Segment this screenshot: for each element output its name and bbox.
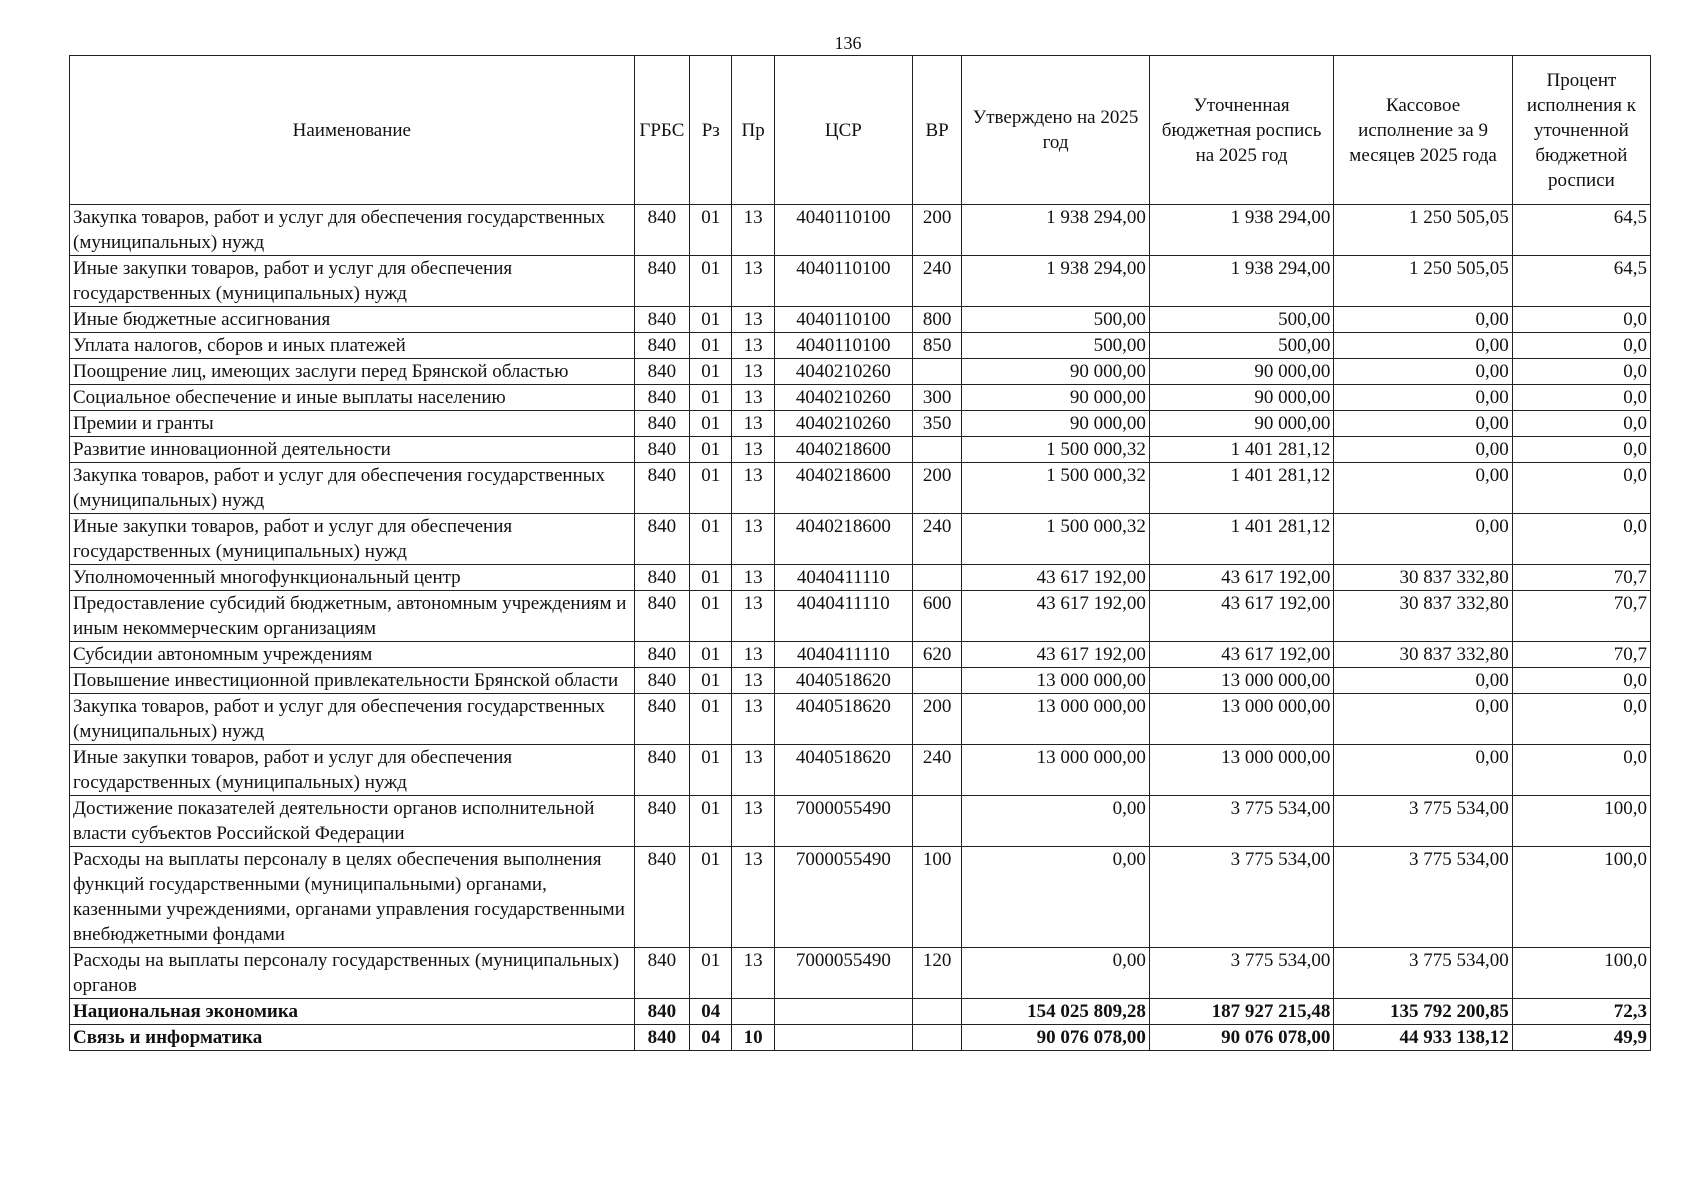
cell-csr <box>774 999 912 1025</box>
cell-approved: 90 000,00 <box>962 359 1150 385</box>
cell-percent: 100,0 <box>1512 796 1650 847</box>
cell-grbs: 840 <box>634 847 689 948</box>
cell-grbs: 840 <box>634 591 689 642</box>
header-vr: ВР <box>912 56 961 205</box>
cell-percent: 0,0 <box>1512 437 1650 463</box>
header-pr: Пр <box>732 56 774 205</box>
cell-refined: 13 000 000,00 <box>1149 668 1334 694</box>
cell-csr <box>774 1025 912 1051</box>
cell-vr: 240 <box>912 745 961 796</box>
cell-csr: 4040210260 <box>774 385 912 411</box>
cell-rz: 01 <box>690 847 732 948</box>
table-row <box>70 796 1651 847</box>
cell-grbs: 840 <box>634 333 689 359</box>
cell-grbs: 840 <box>634 948 689 999</box>
cell-name: Развитие инновационной деятельности <box>70 437 635 463</box>
budget-table <box>69 55 1651 1051</box>
header-name: Наименование <box>70 56 635 205</box>
cell-grbs: 840 <box>634 437 689 463</box>
cell-vr: 350 <box>912 411 961 437</box>
cell-refined: 1 401 281,12 <box>1149 514 1334 565</box>
cell-percent: 0,0 <box>1512 307 1650 333</box>
cell-refined: 500,00 <box>1149 333 1334 359</box>
cell-percent: 0,0 <box>1512 333 1650 359</box>
cell-refined: 90 076 078,00 <box>1149 1025 1334 1051</box>
cell-percent: 0,0 <box>1512 411 1650 437</box>
cell-name: Иные закупки товаров, работ и услуг для обеспечения государственных (муниципальных) нужд <box>70 514 635 565</box>
cell-vr <box>912 668 961 694</box>
cell-percent: 0,0 <box>1512 359 1650 385</box>
cell-vr: 200 <box>912 694 961 745</box>
cell-percent: 70,7 <box>1512 565 1650 591</box>
cell-grbs: 840 <box>634 796 689 847</box>
cell-csr: 4040518620 <box>774 745 912 796</box>
cell-cash: 0,00 <box>1334 745 1512 796</box>
cell-pr: 13 <box>732 307 774 333</box>
cell-approved: 1 500 000,32 <box>962 514 1150 565</box>
cell-name: Иные закупки товаров, работ и услуг для обеспечения государственных (муниципальных) нужд <box>70 256 635 307</box>
cell-rz: 01 <box>690 642 732 668</box>
cell-grbs: 840 <box>634 668 689 694</box>
cell-refined: 187 927 215,48 <box>1149 999 1334 1025</box>
cell-rz: 01 <box>690 333 732 359</box>
cell-csr: 4040110100 <box>774 256 912 307</box>
cell-approved: 0,00 <box>962 796 1150 847</box>
cell-name: Субсидии автономным учреждениям <box>70 642 635 668</box>
cell-pr <box>732 999 774 1025</box>
cell-refined: 43 617 192,00 <box>1149 642 1334 668</box>
cell-pr: 13 <box>732 359 774 385</box>
cell-csr: 4040518620 <box>774 694 912 745</box>
table-row <box>70 642 1651 668</box>
cell-approved: 154 025 809,28 <box>962 999 1150 1025</box>
cell-csr: 4040218600 <box>774 514 912 565</box>
cell-rz: 01 <box>690 514 732 565</box>
cell-rz: 01 <box>690 256 732 307</box>
header-rz: Рз <box>690 56 732 205</box>
cell-percent: 0,0 <box>1512 668 1650 694</box>
cell-rz: 01 <box>690 796 732 847</box>
cell-csr: 7000055490 <box>774 796 912 847</box>
cell-csr: 4040110100 <box>774 205 912 256</box>
cell-grbs: 840 <box>634 565 689 591</box>
cell-name: Закупка товаров, работ и услуг для обеспечения государственных (муниципальных) нужд <box>70 694 635 745</box>
cell-rz: 01 <box>690 565 732 591</box>
cell-csr: 4040518620 <box>774 668 912 694</box>
cell-refined: 500,00 <box>1149 307 1334 333</box>
cell-rz: 01 <box>690 668 732 694</box>
cell-name: Закупка товаров, работ и услуг для обеспечения государственных (муниципальных) нужд <box>70 205 635 256</box>
table-row <box>70 463 1651 514</box>
cell-cash: 30 837 332,80 <box>1334 565 1512 591</box>
table-row <box>70 999 1651 1025</box>
cell-csr: 4040110100 <box>774 307 912 333</box>
cell-cash: 44 933 138,12 <box>1334 1025 1512 1051</box>
cell-approved: 1 938 294,00 <box>962 256 1150 307</box>
table-row <box>70 847 1651 948</box>
cell-grbs: 840 <box>634 359 689 385</box>
cell-cash: 0,00 <box>1334 385 1512 411</box>
header-percent: Процент исполнения к уточненной бюджетной росписи <box>1512 56 1650 205</box>
cell-pr: 13 <box>732 437 774 463</box>
cell-name: Иные закупки товаров, работ и услуг для обеспечения государственных (муниципальных) нужд <box>70 745 635 796</box>
cell-grbs: 840 <box>634 1025 689 1051</box>
cell-approved: 13 000 000,00 <box>962 668 1150 694</box>
cell-csr: 4040210260 <box>774 359 912 385</box>
cell-approved: 90 076 078,00 <box>962 1025 1150 1051</box>
cell-refined: 90 000,00 <box>1149 359 1334 385</box>
cell-vr: 240 <box>912 514 961 565</box>
table-row <box>70 948 1651 999</box>
cell-cash: 0,00 <box>1334 307 1512 333</box>
cell-cash: 0,00 <box>1334 437 1512 463</box>
cell-refined: 1 401 281,12 <box>1149 437 1334 463</box>
cell-name: Связь и информатика <box>70 1025 635 1051</box>
cell-cash: 3 775 534,00 <box>1334 847 1512 948</box>
cell-pr: 13 <box>732 256 774 307</box>
table-row <box>70 745 1651 796</box>
cell-rz: 01 <box>690 359 732 385</box>
cell-pr: 13 <box>732 333 774 359</box>
cell-csr: 4040411110 <box>774 642 912 668</box>
cell-vr: 300 <box>912 385 961 411</box>
cell-pr: 13 <box>732 642 774 668</box>
cell-rz: 04 <box>690 999 732 1025</box>
cell-name: Уполномоченный многофункциональный центр <box>70 565 635 591</box>
cell-vr <box>912 359 961 385</box>
cell-refined: 1 938 294,00 <box>1149 256 1334 307</box>
cell-grbs: 840 <box>634 463 689 514</box>
cell-rz: 01 <box>690 463 732 514</box>
table-row <box>70 411 1651 437</box>
cell-approved: 43 617 192,00 <box>962 642 1150 668</box>
cell-approved: 13 000 000,00 <box>962 694 1150 745</box>
cell-rz: 01 <box>690 948 732 999</box>
cell-cash: 30 837 332,80 <box>1334 591 1512 642</box>
cell-refined: 90 000,00 <box>1149 385 1334 411</box>
cell-percent: 100,0 <box>1512 847 1650 948</box>
cell-pr: 13 <box>732 463 774 514</box>
table-row <box>70 694 1651 745</box>
cell-approved: 500,00 <box>962 307 1150 333</box>
table-body <box>70 205 1651 1051</box>
cell-refined: 1 938 294,00 <box>1149 205 1334 256</box>
cell-approved: 90 000,00 <box>962 411 1150 437</box>
cell-approved: 0,00 <box>962 948 1150 999</box>
cell-cash: 0,00 <box>1334 668 1512 694</box>
header-approved: Утверждено на 2025 год <box>962 56 1150 205</box>
cell-refined: 3 775 534,00 <box>1149 948 1334 999</box>
cell-name: Расходы на выплаты персоналу государственных (муниципальных) органов <box>70 948 635 999</box>
cell-pr: 13 <box>732 514 774 565</box>
cell-percent: 0,0 <box>1512 514 1650 565</box>
table-row <box>70 359 1651 385</box>
table-row <box>70 1025 1651 1051</box>
header-grbs: ГРБС <box>634 56 689 205</box>
cell-pr: 13 <box>732 668 774 694</box>
cell-vr <box>912 437 961 463</box>
cell-name: Повышение инвестиционной привлекательности Брянской области <box>70 668 635 694</box>
cell-refined: 13 000 000,00 <box>1149 745 1334 796</box>
cell-vr <box>912 1025 961 1051</box>
cell-name: Социальное обеспечение и иные выплаты населению <box>70 385 635 411</box>
cell-approved: 1 500 000,32 <box>962 437 1150 463</box>
cell-pr: 13 <box>732 796 774 847</box>
cell-csr: 4040218600 <box>774 463 912 514</box>
cell-cash: 0,00 <box>1334 463 1512 514</box>
cell-cash: 0,00 <box>1334 694 1512 745</box>
cell-pr: 13 <box>732 847 774 948</box>
cell-percent: 100,0 <box>1512 948 1650 999</box>
cell-refined: 3 775 534,00 <box>1149 847 1334 948</box>
cell-vr <box>912 999 961 1025</box>
cell-grbs: 840 <box>634 999 689 1025</box>
cell-vr <box>912 565 961 591</box>
cell-approved: 43 617 192,00 <box>962 565 1150 591</box>
cell-refined: 13 000 000,00 <box>1149 694 1334 745</box>
cell-percent: 0,0 <box>1512 385 1650 411</box>
cell-vr <box>912 796 961 847</box>
cell-cash: 1 250 505,05 <box>1334 205 1512 256</box>
cell-rz: 01 <box>690 694 732 745</box>
table-row <box>70 385 1651 411</box>
cell-csr: 4040411110 <box>774 591 912 642</box>
cell-cash: 0,00 <box>1334 514 1512 565</box>
table-row <box>70 307 1651 333</box>
cell-name: Поощрение лиц, имеющих заслуги перед Брянской областью <box>70 359 635 385</box>
cell-grbs: 840 <box>634 385 689 411</box>
cell-refined: 1 401 281,12 <box>1149 463 1334 514</box>
cell-vr: 120 <box>912 948 961 999</box>
cell-rz: 01 <box>690 307 732 333</box>
cell-csr: 7000055490 <box>774 847 912 948</box>
cell-rz: 01 <box>690 205 732 256</box>
cell-vr: 850 <box>912 333 961 359</box>
cell-cash: 30 837 332,80 <box>1334 642 1512 668</box>
cell-vr: 100 <box>912 847 961 948</box>
header-cash: Кассовое исполнение за 9 месяцев 2025 года <box>1334 56 1512 205</box>
cell-vr: 240 <box>912 256 961 307</box>
table-row <box>70 565 1651 591</box>
cell-csr: 4040110100 <box>774 333 912 359</box>
cell-percent: 72,3 <box>1512 999 1650 1025</box>
cell-refined: 43 617 192,00 <box>1149 591 1334 642</box>
cell-cash: 135 792 200,85 <box>1334 999 1512 1025</box>
page-number: 136 <box>834 33 862 53</box>
cell-percent: 49,9 <box>1512 1025 1650 1051</box>
cell-vr: 200 <box>912 205 961 256</box>
cell-approved: 500,00 <box>962 333 1150 359</box>
cell-grbs: 840 <box>634 307 689 333</box>
cell-name: Иные бюджетные ассигнования <box>70 307 635 333</box>
cell-vr: 620 <box>912 642 961 668</box>
cell-approved: 1 938 294,00 <box>962 205 1150 256</box>
cell-cash: 3 775 534,00 <box>1334 796 1512 847</box>
cell-pr: 13 <box>732 565 774 591</box>
cell-grbs: 840 <box>634 205 689 256</box>
cell-percent: 0,0 <box>1512 463 1650 514</box>
cell-vr: 200 <box>912 463 961 514</box>
cell-approved: 0,00 <box>962 847 1150 948</box>
header-csr: ЦСР <box>774 56 912 205</box>
cell-csr: 4040210260 <box>774 411 912 437</box>
cell-cash: 3 775 534,00 <box>1334 948 1512 999</box>
cell-grbs: 840 <box>634 745 689 796</box>
cell-pr: 13 <box>732 694 774 745</box>
cell-percent: 64,5 <box>1512 205 1650 256</box>
cell-grbs: 840 <box>634 411 689 437</box>
cell-cash: 0,00 <box>1334 333 1512 359</box>
cell-rz: 01 <box>690 745 732 796</box>
cell-grbs: 840 <box>634 256 689 307</box>
cell-pr: 10 <box>732 1025 774 1051</box>
cell-percent: 70,7 <box>1512 591 1650 642</box>
cell-grbs: 840 <box>634 694 689 745</box>
cell-name: Уплата налогов, сборов и иных платежей <box>70 333 635 359</box>
cell-name: Расходы на выплаты персоналу в целях обеспечения выполнения функций государственными (муниципальными) органами, казенными учреждениями, органами управления государственными внебюджетными фондами <box>70 847 635 948</box>
cell-name: Закупка товаров, работ и услуг для обеспечения государственных (муниципальных) нужд <box>70 463 635 514</box>
cell-rz: 01 <box>690 411 732 437</box>
table-header-row <box>70 56 1651 205</box>
cell-pr: 13 <box>732 385 774 411</box>
cell-percent: 0,0 <box>1512 694 1650 745</box>
cell-rz: 01 <box>690 385 732 411</box>
cell-name: Национальная экономика <box>70 999 635 1025</box>
cell-pr: 13 <box>732 591 774 642</box>
cell-rz: 01 <box>690 591 732 642</box>
cell-cash: 1 250 505,05 <box>1334 256 1512 307</box>
table-row <box>70 205 1651 256</box>
cell-approved: 90 000,00 <box>962 385 1150 411</box>
cell-rz: 04 <box>690 1025 732 1051</box>
table-row <box>70 591 1651 642</box>
cell-approved: 1 500 000,32 <box>962 463 1150 514</box>
cell-cash: 0,00 <box>1334 359 1512 385</box>
cell-csr: 7000055490 <box>774 948 912 999</box>
table-row <box>70 333 1651 359</box>
cell-pr: 13 <box>732 745 774 796</box>
cell-percent: 64,5 <box>1512 256 1650 307</box>
cell-approved: 13 000 000,00 <box>962 745 1150 796</box>
cell-grbs: 840 <box>634 514 689 565</box>
cell-refined: 3 775 534,00 <box>1149 796 1334 847</box>
cell-percent: 70,7 <box>1512 642 1650 668</box>
cell-name: Премии и гранты <box>70 411 635 437</box>
cell-vr: 800 <box>912 307 961 333</box>
cell-refined: 43 617 192,00 <box>1149 565 1334 591</box>
table-row <box>70 668 1651 694</box>
cell-pr: 13 <box>732 205 774 256</box>
cell-csr: 4040218600 <box>774 437 912 463</box>
cell-name: Предоставление субсидий бюджетным, автономным учреждениям и иным некоммерческим организациям <box>70 591 635 642</box>
cell-csr: 4040411110 <box>774 565 912 591</box>
cell-approved: 43 617 192,00 <box>962 591 1150 642</box>
header-refined: Уточненная бюджетная роспись на 2025 год <box>1149 56 1334 205</box>
cell-vr: 600 <box>912 591 961 642</box>
cell-grbs: 840 <box>634 642 689 668</box>
cell-cash: 0,00 <box>1334 411 1512 437</box>
cell-rz: 01 <box>690 437 732 463</box>
table-row <box>70 514 1651 565</box>
cell-name: Достижение показателей деятельности органов исполнительной власти субъектов Российской Федерации <box>70 796 635 847</box>
table-row <box>70 256 1651 307</box>
cell-percent: 0,0 <box>1512 745 1650 796</box>
table-row <box>70 437 1651 463</box>
cell-pr: 13 <box>732 948 774 999</box>
cell-refined: 90 000,00 <box>1149 411 1334 437</box>
cell-pr: 13 <box>732 411 774 437</box>
